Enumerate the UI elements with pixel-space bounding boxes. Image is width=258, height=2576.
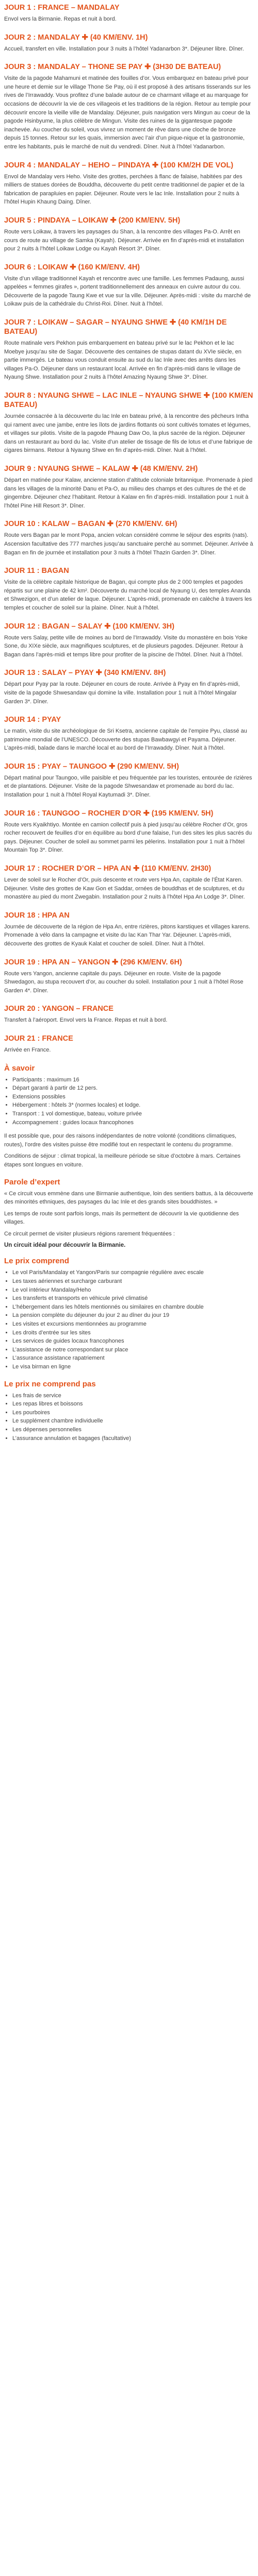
day-paragraph: Arrivée en France.	[4, 1046, 51, 1053]
day-block	[4, 263, 254, 309]
list-item: • Participants : maximum 16	[12, 1076, 254, 1084]
day-block	[4, 519, 254, 557]
a-savoir-list	[4, 1076, 254, 1127]
day-title: JOUR 8 : NYAUNG SHWE – LAC INLE – NYAUNG SHWE ✚ (100 KM/EN BATEAU)	[4, 392, 253, 410]
list-item: • Le vol intérieur Mandalay/Heho	[12, 1286, 254, 1295]
day-paragraph: Route vers Yangon, ancienne capitale du pays. Déjeuner en route. Visite de la pagode Shwedagon, au stupa recouvert d’or, au coucher du soleil. Installation pour 1 nuit à l’hôtel Rose Garden 4*. Dîner.	[4, 970, 244, 994]
day-title: JOUR 12 : BAGAN – SALAY ✚ (100 KM/ENV. 3H)	[4, 622, 174, 631]
day-block	[4, 958, 254, 995]
day-block	[4, 216, 254, 253]
day-block	[4, 391, 254, 455]
prix-comprend-section	[4, 1257, 254, 1371]
a-savoir-section	[4, 1064, 254, 1170]
day-paragraph: Lever de soleil sur le Rocher d’Or, puis descente et route vers Hpa An, capitale de l’État Karen. Déjeuner. Visite des grottes de Kaw Gon et Saddar, ornées de bouddhas et de sculptures, et du monastère au pied du mont Zwegabin. Installation pour 2 nuits à l’hôtel Hpa An Lodge 3*. Dîner.	[4, 877, 245, 901]
day-paragraph: Le matin, visite du site archéologique de Sri Ksetra, ancienne capitale de l’empire Pyu, classé au patrimoine mondial de l’UNESCO. Découverte des stupas Bawbawgyi et Payama. Déjeuner. L’après-midi, balade dans le marché local et au bord de l’Irrawaddy. Dîner. Nuit à l’hôtel.	[4, 728, 247, 752]
day-block	[4, 668, 254, 706]
day-block	[4, 33, 254, 54]
day-paragraph: Départ en matinée pour Kalaw, ancienne station d’altitude coloniale britannique. Promenade à pied dans les villages de la minorité Danu et Pa-O, au milieu des champs et des cultures de thé et de gingembre. Déjeuner chez l’habitant. Retour à Kalaw en fin d’après-midi. Installation pour 1 nuit à l’hôtel Pine Hill Resort 3*. Dîner.	[4, 477, 253, 509]
day-block	[4, 911, 254, 948]
day-title: JOUR 2 : MANDALAY ✚ (40 KM/ENV. 1H)	[4, 33, 148, 42]
day-title: JOUR 4 : MANDALAY – HEHO – PINDAYA ✚ (100 KM/2H DE VOL)	[4, 161, 234, 170]
day-paragraph: Route vers Kyaikhtiyo. Montée en camion collectif puis à pied jusqu’au célèbre Rocher d’Or, gros rocher recouvert de feuilles d’or en équilibre au bord d’une falaise, l’un des sites les plus sacrés du pays. Déjeuner. Coucher de soleil au sommet parmi les pèlerins. Installation pour 1 nuit à l’hôtel Mountain Top 3*. Dîner.	[4, 821, 252, 854]
day-paragraph: Visite de la pagode Mahamuni et matinée des fouilles d’or. Vous embarquez en bateau privé pour une heure et demie sur le village Thone Se Pay, où il est proposé à des artisans tisserands sur les rives de l’Irrawaddy. Vous profitez d’une balade autour de ce charmant village et au marquage for occasions de découvrir la vie de ces villageois et les traditions de la région. Retour au temple pour découvrir encore la vieille ville de Mandalay. Déjeuner, puis navigation vers Mingun au coeur de la pagode Hsinbyume, la plus célèbre de Mingun. Visite des ruines de la gigantesque pagode inachevée. Au coucher du soleil, vous vivrez un moment de rêve dans une cloche de bronze depuis 15 tonnes. Retour sur les quais, immersion avec l’air d’un pique-nique et la gastronomie, entre les habitants, puis le marché de nuit du vendredi. Dîner. Nuit à l’hôtel Yadanarbon.	[4, 75, 251, 150]
parole-bold-line: Un circuit idéal pour découvrir la Birmanie.	[4, 1242, 126, 1249]
parole-paragraphs	[4, 1190, 254, 1227]
day-title: JOUR 16 : TAUNGOO – ROCHER D’OR ✚ (195 KM/ENV. 5H)	[4, 809, 214, 818]
day-paragraph: Route vers Salay, petite ville de moines au bord de l’Irrawaddy. Visite du monastère en bois Yoke Sone, du XIXe siècle, aux magnifiques sculptures, et de plusieurs pagodes. Déjeuner. Retour à Bagan dans l’après-midi et temps libre pour profiter de la piscine de l’hôtel. Dîner. Nuit à l’hôtel.	[4, 634, 248, 658]
day-title: JOUR 17 : ROCHER D’OR – HPA AN ✚ (110 KM/ENV. 2H30)	[4, 865, 212, 873]
a-savoir-paragraphs	[4, 1132, 254, 1169]
day-block	[4, 809, 254, 855]
parole-section	[4, 1178, 254, 1249]
parole-title: Parole d’expert	[4, 1177, 60, 1187]
list-item: • Transport : 1 vol domestique, bateau, voiture privée	[12, 1110, 254, 1118]
day-title: JOUR 20 : YANGON – FRANCE	[4, 1005, 114, 1013]
prix-non-compris-title: Le prix ne comprend pas	[4, 1379, 96, 1388]
day-block	[4, 3, 254, 24]
list-item: • Les frais de service	[12, 1392, 254, 1400]
paragraph: Conditions de séjour : climat tropical, la meilleure période se situe d’octobre à mars. Certaines étapes sont longues en voiture.	[4, 1153, 240, 1168]
list-item: • Le supplément chambre individuelle	[12, 1417, 254, 1426]
parole-lead: Ce circuit permet de visiter plusieurs régions rarement fréquentées :	[4, 1230, 175, 1237]
paragraph: Il est possible que, pour des raisons indépendantes de notre volonté (conditions climatiques, routes), l’ordre des visites puisse être modifié tout en respectant le contenu du programme.	[4, 1133, 237, 1148]
day-paragraph: Envol de Mandalay vers Heho. Visite des grottes, perchées à flanc de falaise, habitées par des milliers de statues dorées de Bouddha, découverte du petit centre traditionnel de papier et de la fabrication de parapluies en papier. Déjeuner. Route vers le lac Inle. Installation pour 2 nuits à l’hôtel Hupin Khaung Daing. Dîner.	[4, 173, 245, 206]
day-paragraph: Transfert à l’aéroport. Envol vers la France. Repas et nuit à bord.	[4, 1017, 168, 1024]
day-block	[4, 622, 254, 659]
day-block	[4, 464, 254, 510]
day-title: JOUR 5 : PINDAYA – LOIKAW ✚ (200 KM/ENV. 5H)	[4, 216, 181, 225]
list-item: • L’assurance assistance rapatriement	[12, 1354, 254, 1363]
list-item: • Départ garanti à partir de 12 pers.	[12, 1084, 254, 1093]
day-title: JOUR 19 : HPA AN – YANGON ✚ (296 KM/ENV. 6H)	[4, 958, 182, 967]
day-paragraph: Route vers Loikaw, à travers les paysages du Shan, à la rencontre des villages Pa-O. Arrêt en cours de route au village de Samka (Kayah). Déjeuner. Arrivée en fin d’après-midi et installation pour 2 nuits à l’hôtel Loikaw Lodge ou Kayah Resort 3*. Dîner.	[4, 228, 244, 252]
paragraph: Les temps de route sont parfois longs, mais ils permettent de découvrir la vie quotidienne des villages.	[4, 1210, 239, 1226]
day-paragraph: Route matinale vers Pekhon puis embarquement en bateau privé sur le lac Pekhon et le lac Moebye jusqu’au site de Sagar. Découverte des centaines de stupas datant du XVIe siècle, en partie immergés. Le bateau vous conduit ensuite au sud du lac Inle avec des arrêts dans les villages Pa-O. Déjeuner dans un restaurant local. Arrivée en fin d’après-midi dans le village de Nyaung Shwe. Installation pour 2 nuits à l’hôtel Amazing Nyaung Shwe 3*. Dîner.	[4, 340, 241, 381]
day-block	[4, 566, 254, 612]
day-paragraph: Visite de la célèbre capitale historique de Bagan, qui compte plus de 2 000 temples et pagodes répartis sur une plaine de 42 km². Découverte du marché local de Nyaung U, des temples Ananda et Shwezigon, et d’un atelier de laque. Déjeuner. L’après-midi, promenade en calèche à travers les temples et coucher de soleil sur la plaine. Dîner. Nuit à l’hôtel.	[4, 579, 252, 611]
day-title: JOUR 15 : PYAY – TAUNGOO ✚ (290 KM/ENV. 5H)	[4, 762, 179, 771]
list-item: • Les services de guides locaux francophones	[12, 1337, 254, 1346]
list-item: • Les repas libres et boissons	[12, 1400, 254, 1409]
day-title: JOUR 13 : SALAY – PYAY ✚ (340 KM/ENV. 8H)	[4, 669, 166, 677]
list-item: • Les dépenses personnelles	[12, 1426, 254, 1434]
day-title: JOUR 11 : BAGAN	[4, 567, 69, 575]
day-paragraph: Envol vers la Birmanie. Repas et nuit à bord.	[4, 16, 117, 22]
prix-non-compris-section	[4, 1380, 254, 1443]
day-paragraph: Journée consacrée à la découverte du lac Inle en bateau privé, à la rencontre des pêcheurs Intha qui rament avec une jambe, entre les îlots de jardins flottants où sont cultivés tomates et légumes, et villages sur pilotis. Visite de la pagode Phaung Daw Oo, la plus sacrée de la région. Déjeuner dans un restaurant au bord du lac. Visite d’un atelier de tissage de fils de lotus et d’une fabrique de cigares birmans. Retour à Nyaung Shwe en fin d’après-midi. Dîner. Nuit à l’hôtel.	[4, 413, 253, 454]
day-paragraph: Départ matinal pour Taungoo, ville paisible et peu fréquentée par les touristes, entourée de rizières et de plantations. Déjeuner. Visite de la pagode Shwesandaw et promenade au bord du lac. Installation pour 1 nuit à l’hôtel Royal Kaytumadi 3*. Dîner.	[4, 774, 252, 799]
day-title: JOUR 3 : MANDALAY – THONE SE PAY ✚ (3H30 DE BATEAU)	[4, 63, 221, 72]
list-item: • Le visa birman en ligne	[12, 1363, 254, 1371]
a-savoir-title: À savoir	[4, 1063, 35, 1073]
day-title: JOUR 6 : LOIKAW ✚ (160 KM/ENV. 4H)	[4, 263, 140, 272]
list-item: • Accompagnement : guides locaux francophones	[12, 1118, 254, 1127]
list-item: • Les droits d’entrée sur les sites	[12, 1329, 254, 1337]
day-paragraph: Journée de découverte de la région de Hpa An, entre rizières, pitons karstiques et villages karens. Promenade à vélo dans la campagne et visite du lac Kan Thar Yar. Déjeuner. L’après-midi, découverte des grottes de Kyauk Kalat et coucher de soleil. Dîner. Nuit à l’hôtel.	[4, 923, 250, 947]
day-title: JOUR 21 : FRANCE	[4, 1034, 73, 1043]
list-item: • Le vol Paris/Mandalay et Yangon/Paris sur compagnie régulière avec escale	[12, 1268, 254, 1277]
day-block	[4, 864, 254, 902]
day-title: JOUR 7 : LOIKAW – SAGAR – NYAUNG SHWE ✚ (40 KM/1H DE BATEAU)	[4, 318, 227, 336]
days-list	[4, 3, 254, 1055]
prix-comprend-title: Le prix comprend	[4, 1257, 69, 1266]
day-block	[4, 161, 254, 207]
day-block	[4, 318, 254, 382]
day-title: JOUR 10 : KALAW – BAGAN ✚ (270 KM/ENV. 6H)	[4, 520, 178, 529]
list-item: • L’assistance de notre correspondant sur place	[12, 1346, 254, 1354]
paragraph: « Ce circuit vous emmène dans une Birmanie authentique, loin des sentiers battus, à la découverte des minorités ethniques, des paysages du lac Inle et des grands sites bouddhistes. »	[4, 1190, 253, 1206]
list-item: • L’hébergement dans les hôtels mentionnés ou similaires en chambre double	[12, 1303, 254, 1312]
list-item: • La pension complète du déjeuner du jour 2 au dîner du jour 19	[12, 1311, 254, 1320]
day-block	[4, 715, 254, 753]
day-title: JOUR 18 : HPA AN	[4, 911, 70, 920]
day-paragraph: Accueil, transfert en ville. Installation pour 3 nuits à l’hôtel Yadanarbon 3*. Déjeuner libre. Dîner.	[4, 45, 244, 52]
list-item: • Les pourboires	[12, 1409, 254, 1417]
list-item: • Les visites et excursions mentionnées au programme	[12, 1320, 254, 1329]
day-title: JOUR 14 : PYAY	[4, 716, 61, 724]
day-title: JOUR 1 : FRANCE – MANDALAY	[4, 4, 120, 12]
prix-non-compris-list	[4, 1392, 254, 1443]
list-item: • Hébergement : hôtels 3* (normes locales) et lodge.	[12, 1101, 254, 1110]
day-block	[4, 762, 254, 800]
day-paragraph: Visite d’un village traditionnel Kayah et rencontre avec une famille. Les femmes Padaung, aussi appelées « femmes girafes », portent traditionnellement des anneaux en cuivre autour du cou. Découverte de la pagode Taung Kwe et vue sur la ville. Déjeuner. Après-midi : visite du marché de Loikaw puis de la cathédrale du Christ-Roi. Dîner. Nuit à l’hôtel.	[4, 275, 251, 308]
list-item: • Les transferts et transports en véhicule privé climatisé	[12, 1294, 254, 1303]
list-item: • Extensions possibles	[12, 1093, 254, 1101]
day-paragraph: Route vers Bagan par le mont Popa, ancien volcan considéré comme le séjour des esprits (nats). Ascension facultative des 777 marches jusqu’au sanctuaire perché au sommet. Déjeuner. Arrivée à Bagan en fin de journée et installation pour 3 nuits à l’hôtel Thazin Garden 3*. Dîner.	[4, 532, 253, 556]
day-block	[4, 1004, 254, 1025]
list-item: • Les taxes aériennes et surcharge carburant	[12, 1277, 254, 1286]
prix-comprend-list	[4, 1268, 254, 1371]
day-block	[4, 1034, 254, 1055]
day-block	[4, 62, 254, 151]
day-paragraph: Départ pour Pyay par la route. Déjeuner en cours de route. Arrivée à Pyay en fin d’après-midi, visite de la pagode Shwesandaw qui domine la ville. Installation pour 1 nuit à l’hôtel Mingalar Garden 3*. Dîner.	[4, 681, 240, 705]
day-title: JOUR 9 : NYAUNG SHWE – KALAW ✚ (48 KM/ENV. 2H)	[4, 465, 198, 473]
list-item: • L’assurance annulation et bagages (facultative)	[12, 1434, 254, 1443]
